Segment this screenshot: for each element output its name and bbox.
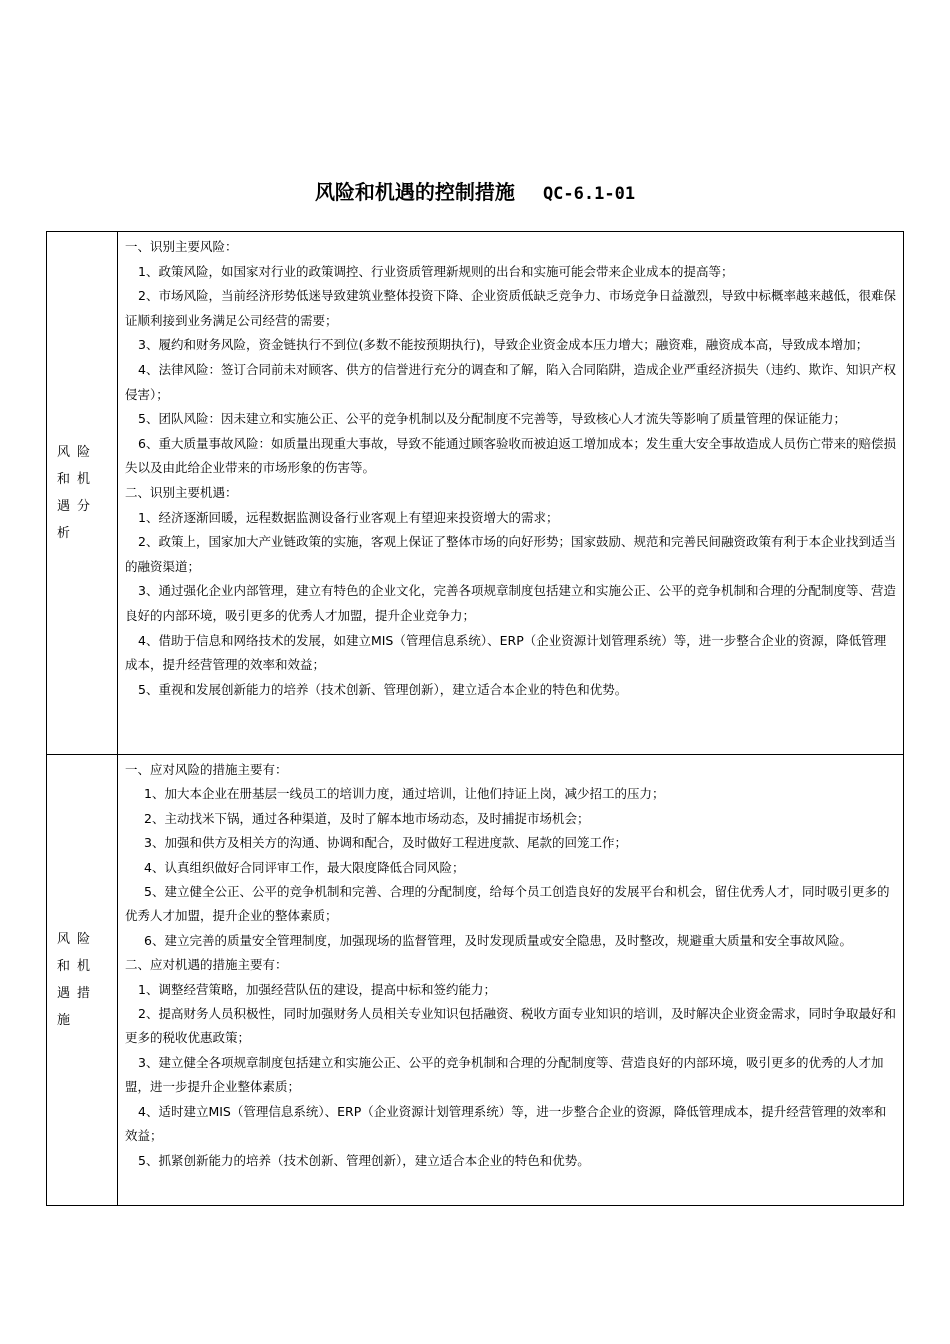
list-item: 5、抓紧创新能力的培养（技术创新、管理创新），建立适合本企业的特色和优势。 (138, 1152, 590, 1168)
table-row-analysis (47, 232, 904, 755)
list-item: 4、借助于信息和网络技术的发展，如建立MIS（管理信息系统）、ERP（企业资源计划管理系统）等，进一步整合企业的资源，降低管理成本，提升经营管理的效率和效益； (125, 632, 887, 673)
section-heading: 二、应对机遇的措施主要有： (125, 957, 288, 973)
list-item: 4、法律风险：签订合同前未对顾客、供方的信誉进行充分的调查和了解，陷入合同陷阱，造成企业严重经济损失（违约、欺诈、知识产权侵害）； (125, 361, 896, 402)
list-item: 2、主动找米下锅，通过各种渠道，及时了解本地市场动态，及时捕捉市场机会； (144, 810, 590, 826)
measures-content-cell (118, 755, 904, 1206)
analysis-content (118, 232, 903, 702)
list-item: 1、政策风险，如国家对行业的政策调控、行业资质管理新规则的出台和实施可能会带来企业成本的提高等； (138, 263, 734, 279)
analysis-content-cell (118, 232, 904, 755)
document-code: QC-6.1-01 (542, 184, 636, 204)
list-item: 3、通过强化企业内部管理，建立有特色的企业文化，完善各项规章制度包括建立和实施公正、公平的竞争机制和合理的分配制度等、营造良好的内部环境，吸引更多的优秀人才加盟，提升企业竞争力； (125, 583, 896, 623)
list-item: 3、履约和财务风险，资金链执行不到位(多数不能按预期执行)，导致企业资金成本压力增大；融资难，融资成本高，导致成本增加； (138, 337, 869, 353)
list-item: 2、政策上，国家加大产业链政策的实施，客观上保证了整体市场的向好形势；国家鼓励、规范和完善民间融资政策有利于本企业找到适当的融资渠道； (125, 534, 896, 574)
list-item: 3、建立健全各项规章制度包括建立和实施公正、公平的竞争机制和合理的分配制度等、营造良好的内部环境，吸引更多的优秀的人才加盟，进一步提升企业整体素质； (125, 1054, 884, 1095)
list-item: 5、重视和发展创新能力的培养（技术创新、管理创新），建立适合本企业的特色和优势。 (138, 681, 628, 697)
list-item: 1、加大本企业在册基层一线员工的培训力度，通过培训，让他们持证上岗，减少招工的压力； (144, 786, 665, 802)
section-label-measures: 风险和机遇措施 (57, 932, 98, 1028)
measures-content (118, 755, 903, 1173)
table-row-measures (47, 755, 904, 1206)
list-item: 3、加强和供方及相关方的沟通、协调和配合，及时做好工程进度款、尾款的回笼工作； (144, 835, 627, 851)
list-item: 5、建立健全公正、公平的竞争机制和完善、合理的分配制度，给每个员工创造良好的发展平台和机会，留住优秀人才，同时吸引更多的优秀人才加盟，提升企业的整体素质； (125, 884, 890, 924)
list-item: 4、认真组织做好合同评审工作，最大限度降低合同风险； (144, 859, 465, 875)
list-item: 2、提高财务人员积极性，同时加强财务人员相关专业知识包括融资、税收方面专业知识的培训，及时解决企业资金需求，同时争取最好和更多的税收优惠政策； (125, 1006, 896, 1046)
list-item: 1、经济逐渐回暖，远程数据监测设备行业客观上有望迎来投资增大的需求； (138, 509, 559, 525)
section-heading: 一、识别主要风险： (125, 239, 238, 254)
list-item: 4、适时建立MIS（管理信息系统）、ERP（企业资源计划管理系统）等，进一步整合企业的资源，降低管理成本，提升经营管理的效率和效益； (125, 1103, 887, 1144)
section-heading: 一、应对风险的措施主要有： (125, 762, 288, 777)
document-title-text: 风险和机遇的控制措施 (314, 180, 515, 204)
list-item: 1、调整经营策略，加强经营队伍的建设，提高中标和签约能力； (138, 981, 496, 997)
section-label-analysis: 风险和机遇分析 (57, 445, 98, 541)
analysis-label-cell (47, 232, 118, 755)
list-item: 6、建立完善的质量安全管理制度，加强现场的监督管理，及时发现质量或安全隐患，及时整改，规避重大质量和安全事故风险。 (144, 932, 852, 948)
list-item: 6、重大质量事故风险：如质量出现重大事故，导致不能通过顾客验收而被迫返工增加成本；发生重大安全事故造成人员伤亡带来的赔偿损失以及由此给企业带来的市场形象的伤害等。 (125, 435, 896, 476)
list-item: 2、市场风险，当前经济形势低迷导致建筑业整体投资下降、企业资质低缺乏竞争力、市场竞争日益激烈，导致中标概率越来越低，很难保证顺利接到业务满足公司经营的需要； (125, 288, 896, 328)
document-title (0, 176, 950, 210)
measures-label-cell (47, 755, 118, 1206)
control-measures-table (46, 231, 904, 1206)
section-heading: 二、识别主要机遇： (125, 484, 238, 500)
list-item: 5、团队风险：因未建立和实施公正、公平的竞争机制以及分配制度不完善等，导致核心人才流失等影响了质量管理的保证能力； (138, 411, 846, 427)
